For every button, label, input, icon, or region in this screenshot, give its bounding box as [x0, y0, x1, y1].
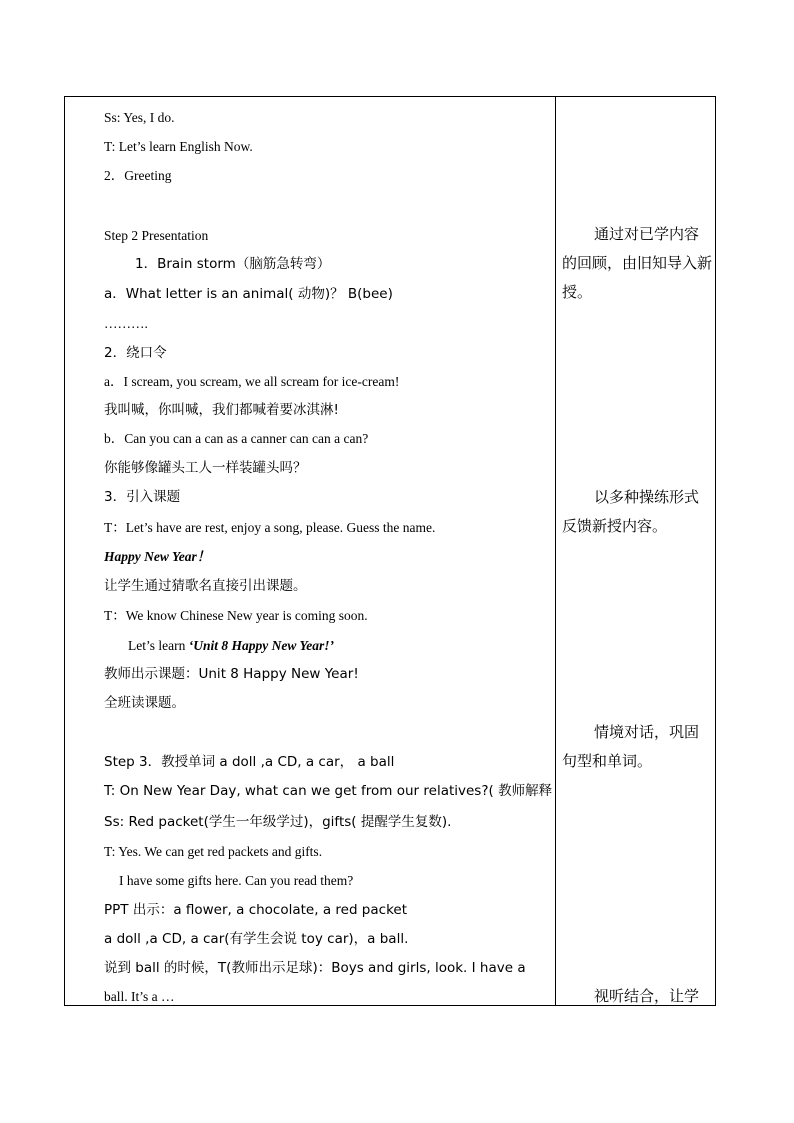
text-line: [104, 813, 451, 831]
text-line: [104, 519, 435, 537]
text-line: [104, 782, 552, 800]
text-line: [128, 637, 334, 655]
text-line: [104, 459, 307, 477]
note-rest: 句型和单词。: [562, 752, 653, 770]
text-run: I have some gifts here. Can you read them?: [119, 873, 354, 888]
text-line: [104, 959, 526, 977]
text-line: [104, 988, 175, 1006]
text-run: T：We know Chinese New year is coming soon.: [104, 608, 368, 623]
text-line: [104, 430, 368, 448]
text-run: Happy New Year！: [104, 549, 211, 564]
intent-note: [562, 982, 712, 1011]
text-line: [104, 843, 322, 861]
text-run: b．Can you can a can as a canner can can a can?: [104, 431, 369, 446]
text-line: [104, 344, 167, 362]
text-line: [104, 548, 210, 566]
text-run: Ss: Red packet(学生一年级学过)，gifts( 提醒学生复数).: [104, 814, 452, 830]
intent-note: [562, 483, 712, 541]
text-line: [104, 694, 185, 712]
text-run: 2．Greeting: [104, 168, 172, 183]
text-run: PPT 出示：a flower, a chocolate, a red packet: [104, 902, 407, 918]
text-run: Ss: Yes, I do.: [104, 110, 175, 125]
text-line: [104, 227, 208, 245]
text-line: [104, 753, 394, 771]
text-line: [104, 401, 339, 419]
text-run: 让学生通过猜歌名直接引出课题。: [104, 578, 307, 594]
text-line: [104, 665, 359, 683]
text-run: 全班读课题。: [104, 695, 185, 711]
text-line: [104, 109, 175, 127]
text-line: [104, 607, 368, 625]
lesson-plan-table: [64, 96, 716, 1006]
text-line: [104, 285, 393, 303]
intent-note: [562, 718, 712, 776]
text-run: Let’s learn: [128, 638, 189, 653]
text-run: 2．绕口令: [104, 345, 167, 361]
text-line: [104, 577, 307, 595]
text-run: 说到 ball 的时候，T(教师出示足球)：Boys and girls, look. I have a: [104, 960, 526, 976]
note-first-line: 视听结合，让学: [594, 987, 700, 1005]
text-run: 你能够像罐头工人一样装罐头吗？: [104, 460, 307, 476]
text-run: 1．Brain storm（脑筋急转弯）: [135, 256, 331, 272]
text-run: 3．引入课题: [104, 489, 181, 505]
intent-note: [562, 220, 712, 307]
text-run: 教师出示课题：Unit 8 Happy New Year!: [104, 666, 359, 682]
text-run: 我叫喊，你叫喊，我们都喊着要冰淇淋!: [104, 402, 339, 418]
text-line: [104, 167, 171, 185]
text-run: ……….: [104, 316, 148, 331]
text-run: a doll ,a CD, a car(有学生会说 toy car)，a ball.: [104, 931, 409, 947]
text-line: [104, 138, 253, 156]
text-run: Step 2 Presentation: [104, 228, 209, 243]
note-first-line: 以多种操练形式: [594, 488, 700, 506]
text-run: T：Let’s have are rest, enjoy a song, please. Guess the name.: [104, 520, 436, 535]
procedure-column: [65, 97, 555, 1005]
text-line: [119, 872, 353, 890]
text-line: [135, 255, 330, 273]
text-line: [104, 901, 407, 919]
text-run: T: Let’s learn English Now.: [104, 139, 253, 154]
note-rest: 反馈新授内容。: [562, 517, 668, 535]
design-intent-column: [556, 97, 716, 1005]
text-run: ‘Unit 8 Happy New Year!’: [188, 638, 334, 653]
note-first-line: 通过对已学内容: [594, 225, 700, 243]
text-line: [104, 315, 148, 333]
text-run: Step 3．教授单词 a doll ,a CD, a car， a ball: [104, 754, 395, 770]
text-run: a．What letter is an animal( 动物)？ B(bee): [104, 286, 393, 302]
text-run: ball. It’s a …: [104, 989, 175, 1004]
text-run: T: On New Year Day, what can we get from our relatives?( 教师解释: [104, 783, 553, 799]
text-run: a．I scream, you scream, we all scream for ice-cream!: [104, 374, 400, 389]
text-line: [104, 373, 399, 391]
text-line: [104, 488, 180, 506]
note-rest: 的回顾，由旧知导入新授。: [562, 254, 713, 301]
text-run: T: Yes. We can get red packets and gifts.: [104, 844, 323, 859]
note-first-line: 情境对话，巩固: [594, 723, 700, 741]
text-line: [104, 930, 408, 948]
